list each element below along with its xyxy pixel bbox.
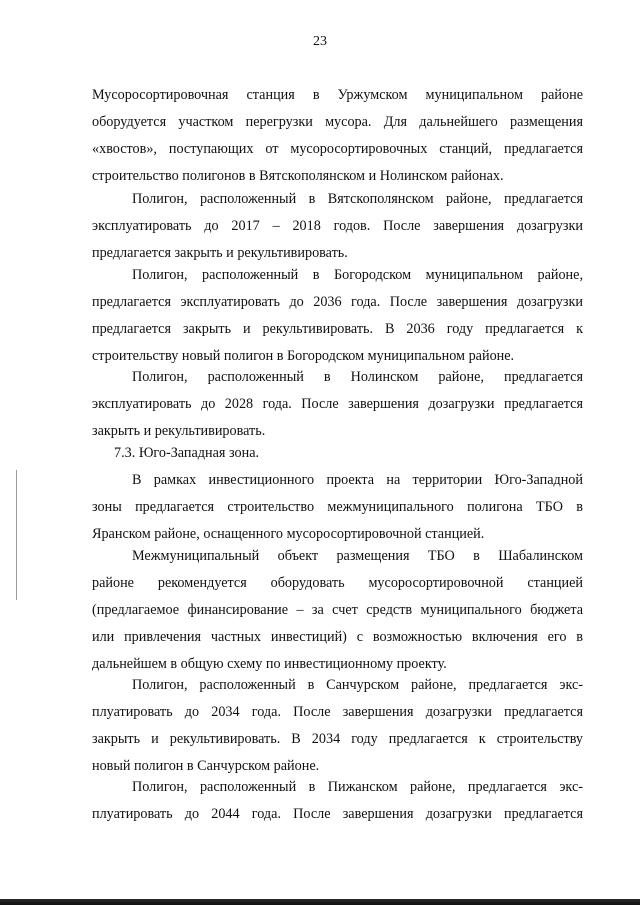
paragraph-yaransky xyxy=(92,467,583,548)
text-line: «хвостов», поступающих от мусоросортировочных станций, предлагается xyxy=(92,141,583,157)
text-line: Межмуниципальный объект размещения ТБО в Шабалинском xyxy=(132,548,583,564)
text-line: эксплуатировать до 2028 года. После завершения дозагрузки предлагается xyxy=(92,396,583,412)
paragraph-shabalinsky xyxy=(92,543,583,678)
paragraph-nolinsky xyxy=(92,364,583,445)
text-line: новый полигон в Санчурском районе. xyxy=(92,758,320,774)
paragraph-pizhansky xyxy=(92,774,583,828)
text-line: плуатировать до 2044 года. После завершения дозагрузки предлагается xyxy=(92,806,583,822)
text-line: Полигон, расположенный в Пижанском районе, предлагается экс- xyxy=(132,779,583,795)
text-line: или привлечения частных инвестиций) с возможностью включения его в xyxy=(92,629,583,645)
scan-artifact-line xyxy=(16,470,17,600)
text-line: строительство полигонов в Вятскополянском и Нолинском районах. xyxy=(92,168,504,184)
text-line: районе рекомендуется оборудовать мусоросортировочной станцией xyxy=(92,575,583,591)
text-line: зоны предлагается строительство межмуниципального полигона ТБО в xyxy=(92,499,583,515)
text-line: В рамках инвестиционного проекта на территории Юго-Западной xyxy=(132,472,583,488)
paragraph-ursum-station xyxy=(92,82,583,190)
page-number: 23 xyxy=(313,34,327,49)
text-line: Яранском районе, оснащенного мусоросортировочной станцией. xyxy=(92,526,485,542)
text-line: эксплуатировать до 2017 – 2018 годов. После завершения дозагрузки xyxy=(92,218,583,234)
text-line: закрыть и рекультивировать. В 2034 году предлагается к строительству xyxy=(92,731,583,747)
paragraph-vyatskopolyansky xyxy=(92,186,583,267)
section-title: 7.3. Юго-Западная зона. xyxy=(114,445,260,461)
text-line: Полигон, расположенный в Нолинском районе, предлагается xyxy=(132,369,583,385)
scan-bottom-edge xyxy=(0,899,640,905)
paragraph-sanchursky xyxy=(92,672,583,780)
text-line: предлагается закрыть и рекультивировать. xyxy=(92,245,348,261)
text-line: (предлагаемое финансирование – за счет средств муниципального бюджета xyxy=(92,602,583,618)
text-line: оборудуется участком перегрузки мусора. Для дальнейшего размещения xyxy=(92,114,583,130)
section-heading xyxy=(92,440,583,467)
text-line: строительству новый полигон в Богородском муниципальном районе. xyxy=(92,348,515,364)
paragraph-bogorodsky xyxy=(92,262,583,370)
text-line: плуатировать до 2034 года. После завершения дозагрузки предлагается xyxy=(92,704,583,720)
text-line: Полигон, расположенный в Вятскополянском районе, предлагается xyxy=(132,191,583,207)
text-line: Мусоросортировочная станция в Уржумском муниципальном районе xyxy=(92,87,583,103)
text-line: дальнейшем в общую схему по инвестиционному проекту. xyxy=(92,656,447,672)
text-line: Полигон, расположенный в Санчурском районе, предлагается экс- xyxy=(132,677,583,693)
text-line: предлагается закрыть и рекультивировать. В 2036 году предлагается к xyxy=(92,321,583,337)
text-line: закрыть и рекультивировать. xyxy=(92,423,266,439)
text-line: Полигон, расположенный в Богородском муниципальном районе, xyxy=(132,267,583,283)
text-line: предлагается эксплуатировать до 2036 года. После завершения дозагрузки xyxy=(92,294,583,310)
